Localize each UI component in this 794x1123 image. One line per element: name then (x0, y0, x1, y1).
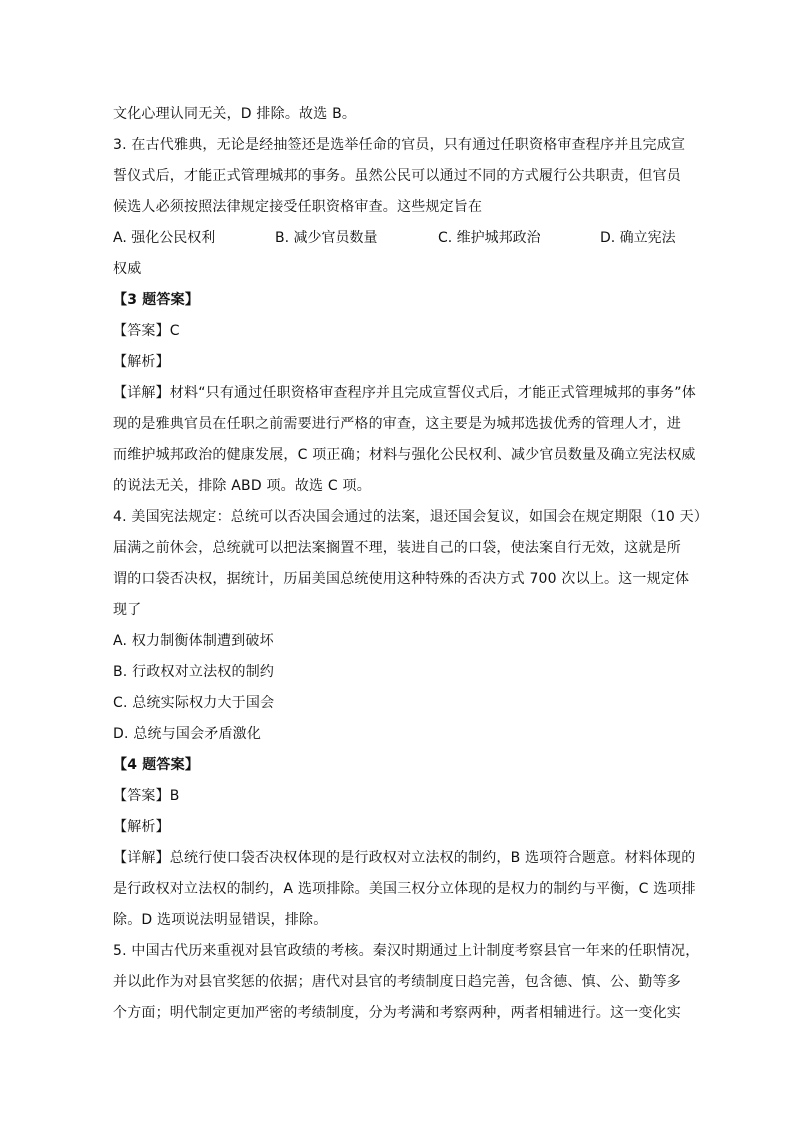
option-c: C. 维护城邦政治 (438, 230, 541, 246)
text-line: 誓仪式后，才能正式管理城邦的事务。虽然公民可以通过不同的方式履行公共职责，但官员 (113, 168, 681, 184)
explanation-line: 【详解】总统行使口袋否决权体现的是行政权对立法权的制约，B 选项符合题意。材料体现的 (113, 850, 696, 866)
text-line: 而维护城邦政治的健康发展，C 项正确；材料与强化公民权利、减少官员数量及确立宪法权威 (113, 447, 696, 463)
option-c: C. 总统实际权力大于国会 (113, 695, 275, 711)
text-line: 是行政权对立法权的制约，A 选项排除。美国三权分立体现的是权力的制约与平衡，C 选项排 (113, 881, 696, 897)
question-5-stem: 5. 中国古代历来重视对县官政绩的考核。秦汉时期通过上计制度考察县官一年来的任职情况， (113, 943, 700, 959)
text-line: 现了 (113, 602, 142, 618)
text-line: 届满之前休会，总统就可以把法案搁置不理，装进自己的口袋，使法案自行无效，这就是所 (113, 540, 681, 556)
analysis-heading: 【解析】 (113, 819, 170, 835)
analysis-heading: 【解析】 (113, 354, 170, 370)
text-line: 并以此作为对县官奖惩的依据；唐代对县官的考绩制度日趋完善，包含德、慎、公、勤等多 (113, 974, 681, 990)
option-a: A. 权力制衡体制遭到破坏 (113, 633, 274, 649)
option-a: A. 强化公民权利 (113, 230, 216, 246)
option-b: B. 减少官员数量 (275, 230, 378, 246)
option-d: D. 确立宪法 (600, 230, 676, 246)
text-line: 候选人必须按照法律规定接受任职资格审查。这些规定旨在 (113, 199, 483, 215)
text-line: 文化心理认同无关，D 排除。故选 B。 (113, 106, 357, 122)
text-line: 谓的口袋否决权，据统计，历届美国总统使用这种特殊的否决方式 700 次以上。这一规定体 (113, 571, 690, 587)
answer-heading: 【4 题答案】 (113, 757, 200, 773)
answer-line: 【答案】C (113, 323, 180, 339)
question-3-stem: 3. 在古代雅典，无论是经抽签还是选举任命的官员，只有通过任职资格审查程序并且完成宣 (113, 137, 686, 153)
text-line: 个方面；明代制定更加严密的考绩制度，分为考满和考察两种，两者相辅进行。这一变化实 (113, 1005, 681, 1021)
option-d: D. 总统与国会矛盾激化 (113, 726, 262, 742)
answer-line: 【答案】B (113, 788, 180, 804)
explanation-line: 【详解】材料“只有通过任职资格审查程序并且完成宣誓仪式后，才能正式管理城邦的事务”体 (113, 385, 696, 401)
text-line: 权威 (113, 261, 142, 277)
text-line: 现的是雅典官员在任职之前需要进行严格的审查，这主要是为城邦选拔优秀的管理人才，进 (113, 416, 681, 432)
answer-heading: 【3 题答案】 (113, 292, 200, 308)
text-line: 除。D 选项说法明显错误，排除。 (113, 912, 328, 928)
question-4-stem: 4. 美国宪法规定：总统可以否决国会通过的法案，退还国会复议，如国会在规定期限（10 天） (113, 509, 709, 525)
text-line: 的说法无关，排除 ABD 项。故选 C 项。 (113, 478, 371, 494)
option-b: B. 行政权对立法权的制约 (113, 664, 275, 680)
